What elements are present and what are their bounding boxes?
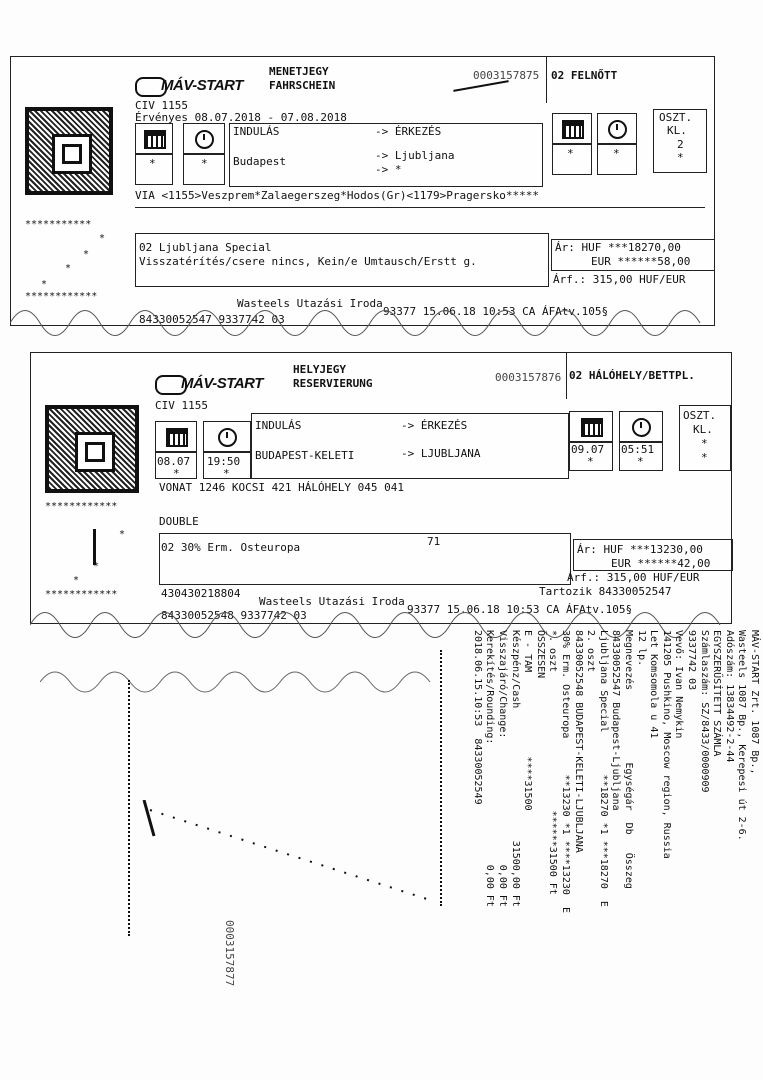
receipt-line: E - TAM ****31500: [522, 630, 534, 811]
arr-date-star: *: [567, 147, 574, 160]
arr-time-star: *: [613, 147, 620, 160]
departure-time: 19:50: [207, 455, 241, 468]
berth-type: DOUBLE: [159, 515, 199, 528]
receipt-line: ÖSSZESEN: [534, 630, 546, 679]
receipt-border-left: [128, 680, 130, 936]
arrival-label: -> ÉRKEZÉS: [375, 125, 442, 138]
receipt-line: Visszajáró/Change: 0,00 Ft: [497, 630, 508, 907]
security-wave: [10, 298, 715, 348]
footer-right: 93377 15.06.18 10:53 CA ÁFAtv.105§: [407, 603, 633, 616]
civ-code: CIV 1155: [155, 399, 208, 412]
star-left-b: *: [93, 561, 100, 572]
time-star: *: [201, 157, 208, 170]
reservation-class: 02 HÁLÓHELY/BETTPL.: [569, 369, 695, 382]
price-eur: EUR ******42,00: [611, 557, 711, 570]
class-header-kl: KL.: [693, 423, 713, 436]
stars-left-2: ************: [45, 589, 118, 600]
receipt-line: 141205 Pushkino, Moscow region, Russia: [660, 630, 672, 859]
clock-icon: [218, 428, 237, 447]
receipt-line: 12 lp.: [635, 630, 647, 667]
footer-left: 84330052547 9337742 03: [139, 313, 285, 326]
serial-number: 0003157876: [495, 371, 562, 384]
calendar-icon: [562, 120, 584, 139]
receipt-line: EGYSZERŰSÍTETT SZÁMLA: [711, 630, 723, 757]
agency-name: Wasteels Utazási Iroda: [259, 595, 405, 608]
train-car-berth: VONAT 1246 KOCSI 421 HÁLÓHELY 045 041: [159, 481, 405, 494]
receipt-line: *. oszt ******31500 Ft: [547, 630, 559, 895]
receipt-line: Megnevezés Egységár Db Összeg: [623, 630, 634, 889]
ticket-title-de: RESERVIERUNG: [293, 377, 373, 390]
ticket-helyjegy: [30, 352, 732, 624]
date-star: *: [149, 157, 156, 170]
departure-date: 08.07: [157, 455, 191, 468]
destination-station: -> LJUBLJANA: [401, 447, 481, 460]
arr-time-star: *: [637, 455, 644, 468]
destination-station-2: -> *: [375, 163, 402, 176]
dep-date-star: *: [173, 467, 180, 480]
calendar-icon: [144, 130, 166, 149]
brand-logo: MÁV-START: [161, 77, 243, 94]
class-star: *: [701, 437, 708, 450]
receipt-line: Wasteels 1087 Bp., Kerepesi út 2-6.: [736, 630, 748, 841]
arrival-time: 05:51: [621, 443, 655, 456]
discount: 02 30% Erm. Osteuropa: [161, 541, 301, 554]
ticket-menetjegy: [10, 56, 715, 326]
stars-left-2: ************: [25, 291, 98, 302]
star-left-a: *: [119, 529, 126, 540]
arrival-label: -> ÉRKEZÉS: [401, 419, 468, 432]
origin-station: BUDAPEST-KELETI: [255, 449, 355, 462]
origin-station: Budapest: [233, 155, 286, 168]
receipt-line: 84330052548 BUDAPEST-KELETI-LJUBLJANA: [572, 630, 584, 853]
receipt-line: 9337742 03: [686, 630, 697, 691]
ticket-title-de: FAHRSCHEIN: [269, 79, 336, 92]
receipt-line: Vevő: Ivan Nemykin: [673, 630, 685, 739]
belongs-to: Tartozik 84330052547: [539, 585, 672, 598]
star-left-c: *: [73, 575, 80, 586]
receipt-line: Készpénz/Cash 31500,00 Ft: [509, 630, 521, 907]
receipt-line: Let Komsomola u 41: [648, 630, 660, 739]
exchange-rate: Árf.: 315,00 HUF/EUR: [553, 273, 686, 286]
offer-name: 02 Ljubljana Special: [139, 241, 272, 254]
class-star-2: *: [701, 451, 708, 464]
brand-logo: MÁV-START: [181, 375, 263, 392]
stars-left: ***********: [25, 219, 92, 230]
conditions: Visszatérítés/csere nincs, Kein/e Umtausch/Erstt g.: [139, 255, 477, 268]
reference-number: 430430218804: [161, 587, 241, 600]
class-value: 2: [677, 138, 684, 151]
ticket-title-hu: MENETJEGY: [269, 65, 329, 78]
star-left-c: *: [65, 263, 72, 274]
exchange-rate: Árf.: 315,00 HUF/EUR: [567, 571, 700, 584]
star-left-a: *: [99, 233, 106, 244]
receipt: [240, 628, 763, 928]
passenger-class: 02 FELNŐTT: [551, 69, 618, 82]
star-left-b: *: [83, 249, 90, 260]
receipt-line: Ljubljana Special **18270 *1 ***18270 E: [597, 630, 609, 907]
qr-code-icon: [25, 107, 113, 195]
clock-icon: [608, 120, 627, 139]
via-route: VIA <1155>Veszprem*Zalaegerszeg*Hodos(Gr)<1179>Pragersko*****: [135, 189, 539, 202]
class-header: OSZT.: [683, 409, 717, 422]
dep-time-star: *: [223, 467, 230, 480]
arr-date-star: *: [587, 455, 594, 468]
receipt-line: 30% Erm. Osteuropa **13230 *1 ****13230 E: [560, 630, 571, 913]
class-header: OSZT.: [659, 111, 693, 124]
qr-code-icon: [45, 405, 139, 493]
class-star: *: [677, 151, 684, 164]
receipt-line: 2. oszt: [585, 630, 597, 673]
destination-station: -> Ljubljana: [375, 149, 455, 162]
receipt-serial: 0003157877: [223, 920, 236, 987]
price-eur: EUR ******58,00: [591, 255, 691, 268]
receipt-line: Kerekítés/Rounding: 0,00 Ft: [484, 630, 496, 907]
receipt-line: MÁV-START Zrt. 1087 Bp.,: [749, 630, 760, 775]
class-header-kl: KL.: [667, 124, 687, 137]
receipt-line: Számlaszám: SZ/8433/0000909: [698, 630, 710, 793]
receipt-line: 84330052547 Budapest-Ljubljana: [610, 630, 622, 811]
clock-icon: [195, 130, 214, 149]
civ-code: CIV 1155: [135, 99, 188, 112]
calendar-icon: [166, 428, 188, 447]
departure-label: INDULÁS: [255, 419, 302, 432]
serial-number: 0003157875: [473, 69, 540, 82]
discount-code: 71: [427, 535, 441, 548]
footer-left: 84330052548 9337742 03: [161, 609, 307, 622]
footer-right: 93377 15.06.18 10:53 CA ÁFAtv.105§: [383, 305, 609, 318]
star-left-d: *: [41, 279, 48, 290]
validity: Érvényes 08.07.2018 - 07.08.2018: [135, 111, 347, 124]
calendar-icon: [581, 418, 603, 437]
receipt-line: 2018.06.15.10:53 84330052549: [471, 630, 483, 805]
price-huf: Ár: HUF ***18270,00: [555, 241, 681, 254]
receipt-line: Adószám: 13834492-2-44: [723, 630, 735, 763]
price-huf: Ár: HUF ***13230,00: [577, 543, 703, 556]
ticket-title-hu: HELYJEGY: [293, 363, 346, 376]
stars-left: ************: [45, 501, 118, 512]
agency-name: Wasteels Utazási Iroda: [237, 297, 383, 310]
departure-label: INDULÁS: [233, 125, 280, 138]
clock-icon: [632, 418, 651, 437]
arrival-date: 09.07: [571, 443, 605, 456]
